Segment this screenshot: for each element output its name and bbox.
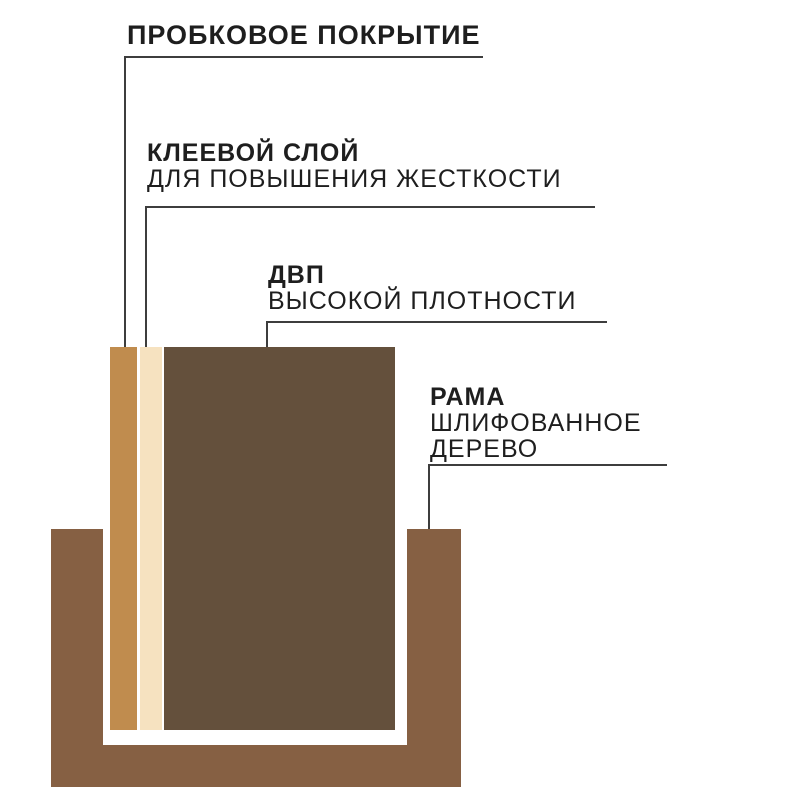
leader-line-cork-horizontal xyxy=(124,56,483,58)
glue-layer-rect xyxy=(140,347,162,730)
leader-line-hdf-vertical xyxy=(266,321,268,347)
label-frame xyxy=(430,384,642,462)
label-frame-title: РАМА xyxy=(430,383,506,411)
label-glue-subtitle: ДЛЯ ПОВЫШЕНИЯ ЖЕСТКОСТИ xyxy=(147,165,562,193)
label-glue xyxy=(147,140,562,192)
label-hdf-subtitle: ВЫСОКОЙ ПЛОТНОСТИ xyxy=(268,287,577,315)
label-hdf-title: ДВП xyxy=(268,261,325,289)
leader-line-frame-vertical xyxy=(428,464,430,529)
label-cork xyxy=(127,22,481,48)
leader-line-cork-vertical xyxy=(124,56,126,347)
leader-line-frame-horizontal xyxy=(428,464,667,466)
label-hdf xyxy=(268,262,576,314)
label-frame-subtitle-line2: ДЕРЕВО xyxy=(430,435,539,463)
label-cork-title: ПРОБКОВОЕ ПОКРЫТИЕ xyxy=(127,20,481,50)
label-glue-title: КЛЕЕВОЙ СЛОЙ xyxy=(147,139,360,167)
frame-bottom-bar xyxy=(51,745,461,787)
cork-layer-rect xyxy=(110,347,137,730)
hdf-board-rect xyxy=(164,347,395,730)
leader-line-glue-vertical xyxy=(145,206,147,347)
leader-line-hdf-horizontal xyxy=(266,321,607,323)
label-frame-subtitle-line1: ШЛИФОВАННОЕ xyxy=(430,409,642,437)
leader-line-glue-horizontal xyxy=(145,206,595,208)
